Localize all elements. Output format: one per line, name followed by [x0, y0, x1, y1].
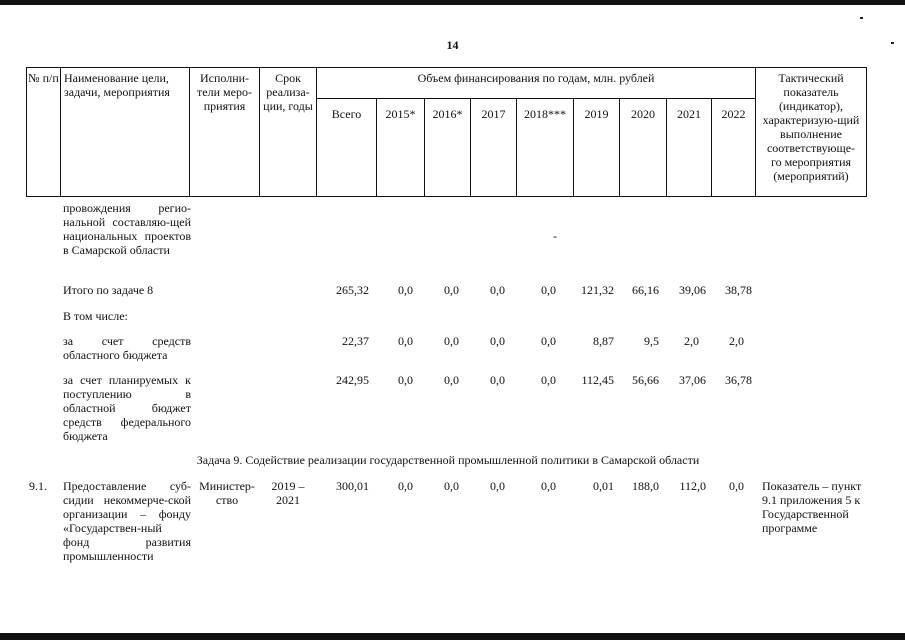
federal-2018: 0,0	[541, 373, 556, 387]
page-number: 14	[446, 38, 459, 52]
regional-2016: 0,0	[444, 334, 459, 348]
item91-executor: Министер-ство	[199, 479, 255, 507]
regional-2017: 0,0	[490, 334, 505, 348]
federal-2019: 112,45	[581, 373, 614, 387]
header-year-2021: 2021	[666, 98, 712, 197]
item91-term: 2019 – 2021	[271, 479, 305, 507]
federal-2017: 0,0	[490, 373, 505, 387]
total-task8-label: Итого по задаче 8	[63, 283, 154, 297]
total-task8-2021: 39,06	[679, 283, 706, 297]
total-task8-2017: 0,0	[490, 283, 505, 297]
scan-speck	[860, 17, 863, 19]
header-col-funding: Объем финансирования по годам, млн. рублей	[316, 67, 756, 99]
header-year-2018: 2018***	[516, 98, 574, 197]
item91-2020: 188,0	[632, 479, 659, 493]
regional-2020: 9,5	[644, 334, 659, 348]
header-year-2016: 2016*	[424, 98, 471, 197]
continuation-dash: -	[553, 229, 557, 243]
continuation-text: провождения регио-нальной составляю-щей национальных проектов в Самарской области	[63, 201, 191, 257]
header-col-name: Наименование цели, задачи, мероприятия	[60, 67, 190, 197]
regional-2019: 8,87	[593, 334, 614, 348]
header-year-2019: 2019	[573, 98, 620, 197]
federal-2016: 0,0	[444, 373, 459, 387]
item91-number: 9.1.	[29, 479, 47, 493]
total-task8-2022: 38,78	[725, 283, 752, 297]
total-task8-2019: 121,32	[581, 283, 614, 297]
item91-2015: 0,0	[398, 479, 413, 493]
federal-total: 242,95	[336, 373, 369, 387]
header-col-indicator: Тактический показатель (индикатор), характеризую-щий выполнение соответствующе-го мероприятия (мероприятий)	[755, 67, 867, 197]
header-year-2022: 2022	[711, 98, 756, 197]
header-col-executor: Исполни-тели меро-приятия	[189, 67, 260, 197]
item91-indicator: Показатель – пункт 9.1 приложения 5 к Государственной программе	[762, 479, 862, 535]
header-year-2020: 2020	[619, 98, 667, 197]
item91-2022: 0,0	[729, 479, 744, 493]
total-task8-2018: 0,0	[541, 283, 556, 297]
item91-name: Предоставление суб-сидии некоммерче-ской организации – фонду «Государствен-ный фонд развития промышленности	[63, 479, 191, 563]
regional-2015: 0,0	[398, 334, 413, 348]
regional-total: 22,37	[342, 334, 369, 348]
item91-2016: 0,0	[444, 479, 459, 493]
including-label: В том числе:	[63, 309, 128, 323]
item91-2019: 0,01	[593, 479, 614, 493]
task9-title: Задача 9. Содействие реализации государственной промышленной политики в Самарской области	[196, 453, 700, 467]
regional-2021: 2,0	[684, 334, 699, 348]
bottom-border	[0, 633, 905, 640]
item91-2018: 0,0	[541, 479, 556, 493]
top-border	[0, 0, 905, 5]
header-year-2017: 2017	[470, 98, 517, 197]
regional-2022: 2,0	[729, 334, 744, 348]
item91-2021: 112,0	[679, 479, 706, 493]
header-col-total: Всего	[316, 98, 377, 197]
federal-2015: 0,0	[398, 373, 413, 387]
header-col-term: Срок реализа-ции, годы	[259, 67, 317, 197]
header-col-no: № п/п	[26, 67, 61, 197]
regional-budget-label: за счет средств областного бюджета	[63, 334, 191, 362]
regional-2018: 0,0	[541, 334, 556, 348]
federal-budget-label: за счет планируемых к поступлению в областной бюджет средств федерального бюджета	[63, 373, 191, 443]
total-task8-2015: 0,0	[398, 283, 413, 297]
federal-2020: 56,66	[632, 373, 659, 387]
federal-2022: 36,78	[725, 373, 752, 387]
total-task8-2020: 66,16	[632, 283, 659, 297]
item91-2017: 0,0	[490, 479, 505, 493]
total-task8-2016: 0,0	[444, 283, 459, 297]
total-task8-total: 265,32	[336, 283, 369, 297]
header-year-2015: 2015*	[376, 98, 425, 197]
item91-total: 300,01	[336, 479, 369, 493]
federal-2021: 37,06	[679, 373, 706, 387]
